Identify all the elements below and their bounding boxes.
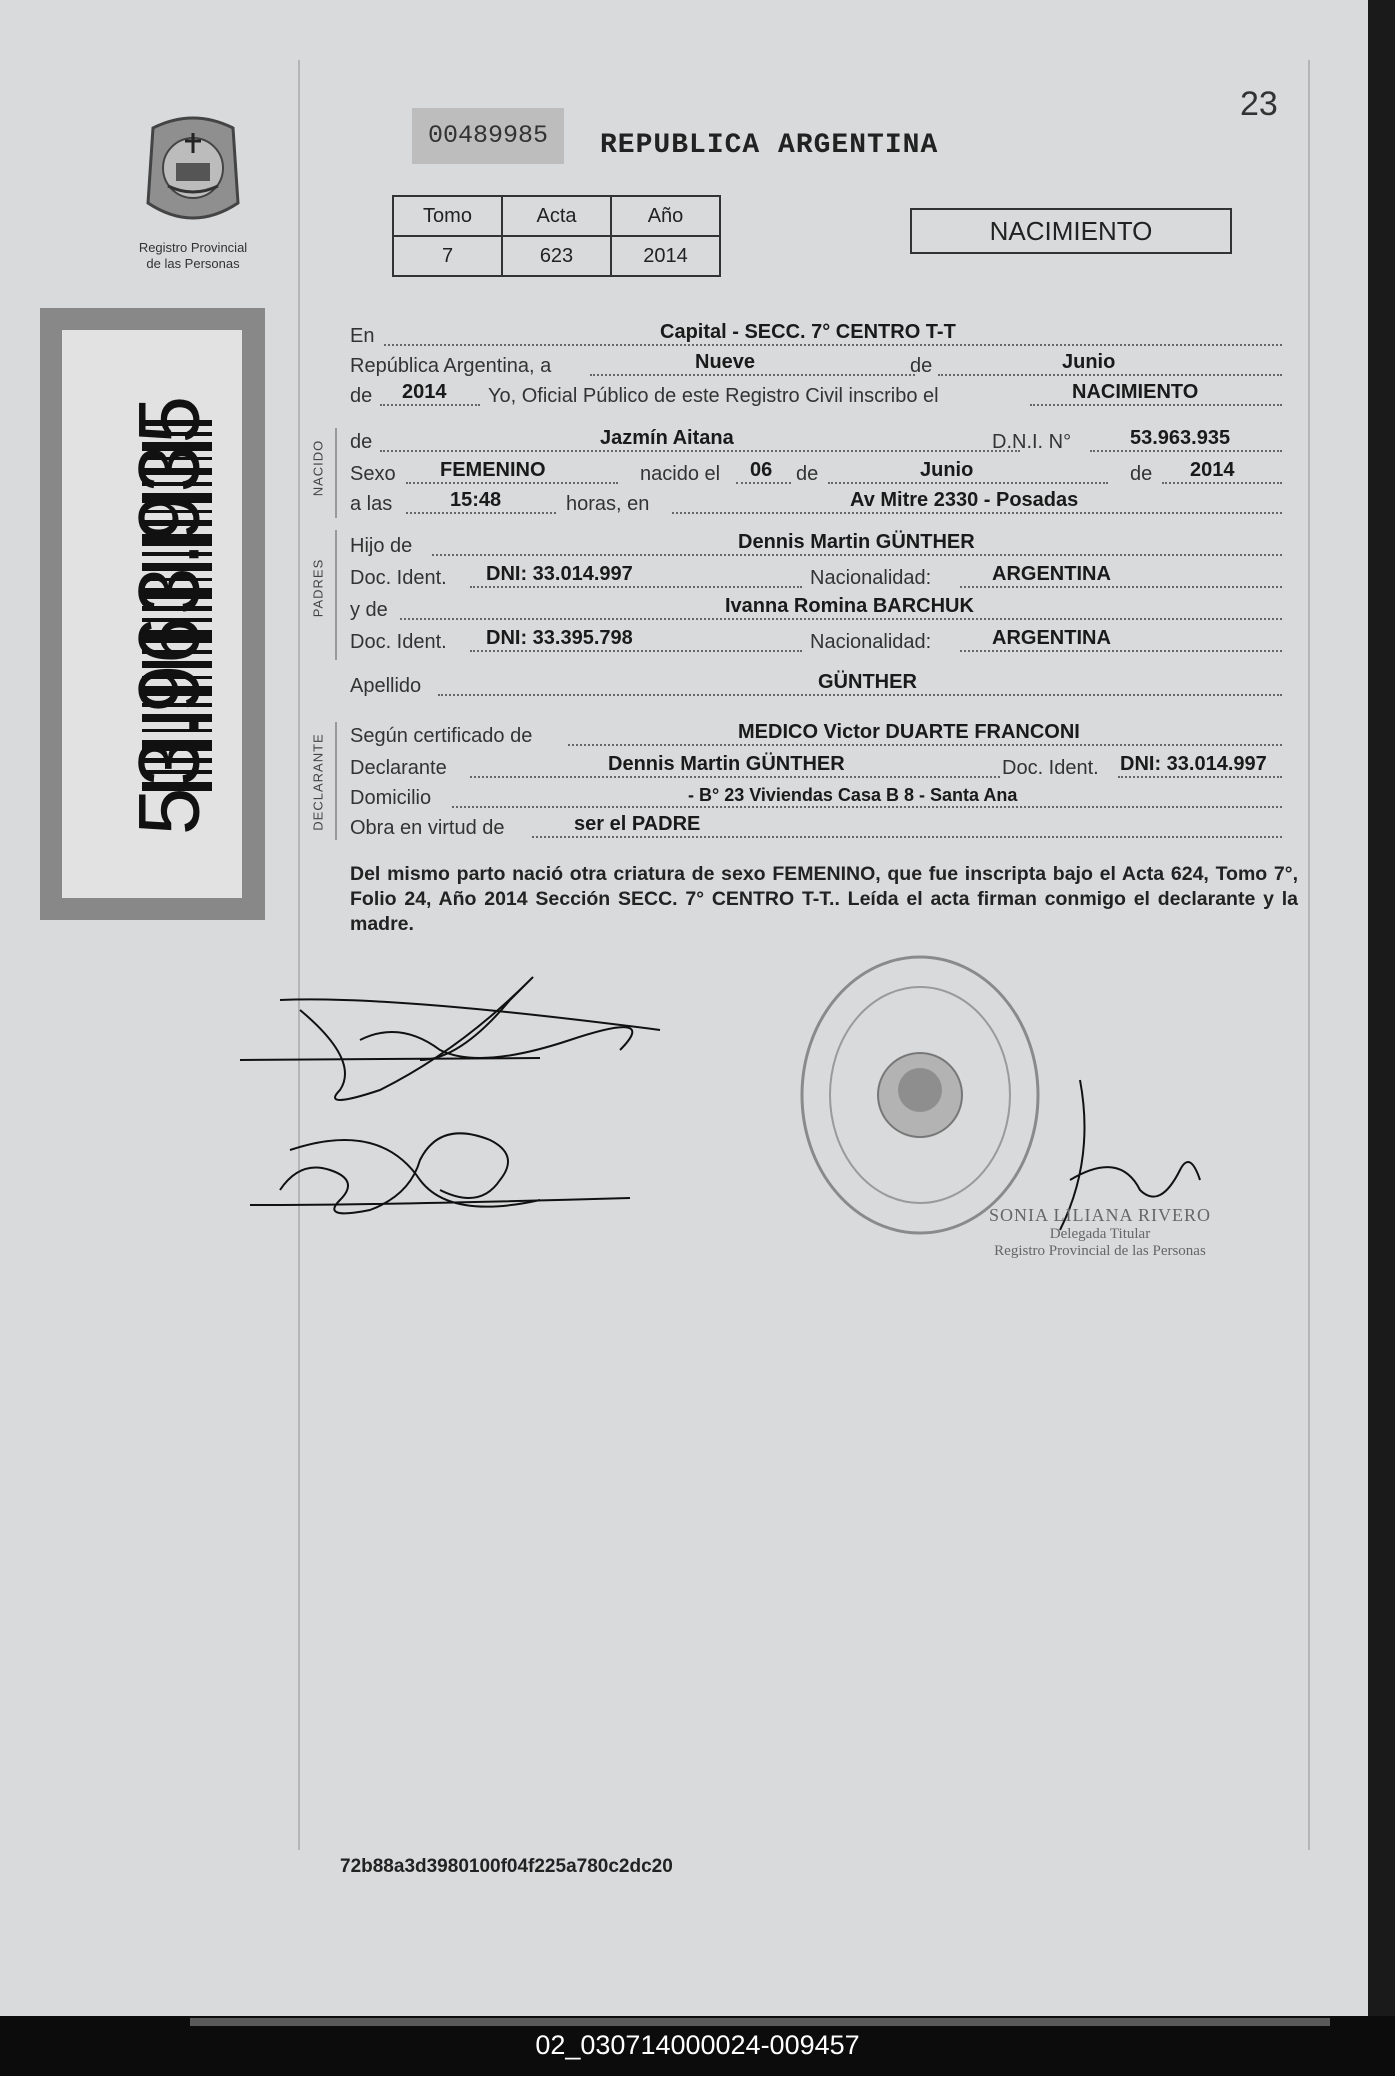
page-number: 23 — [1240, 85, 1278, 123]
father-name: Dennis Martin GÜNTHER — [738, 531, 975, 553]
registration-year: 2014 — [402, 381, 447, 403]
row-child-time — [350, 490, 1285, 518]
father-nationality: ARGENTINA — [992, 563, 1111, 585]
label-doc-mother: Doc. Ident. — [350, 631, 447, 653]
label-alas: a las — [350, 493, 393, 515]
table-header-row — [393, 196, 720, 236]
label-nacionalidad-father: Nacionalidad: — [810, 567, 932, 589]
child-name: Jazmín Aitana — [600, 427, 734, 449]
label-de-birth: de — [796, 463, 819, 485]
record-reference-table — [392, 195, 721, 277]
officer-office: Registro Provincial de las Personas — [994, 1243, 1206, 1259]
officer-name: SONIA LILIANA RIVERO — [989, 1205, 1211, 1225]
registration-month: Junio — [1062, 351, 1116, 373]
handwritten-signatures — [240, 940, 680, 1240]
label-domicilio: Domicilio — [350, 787, 432, 809]
country-title: REPUBLICA ARGENTINA — [600, 130, 939, 161]
child-dni: 53.963.935 — [1130, 427, 1231, 449]
row-mother — [350, 596, 1285, 624]
row-father — [350, 532, 1285, 560]
declarant-doc: DNI: 33.014.997 — [1120, 753, 1267, 775]
label-republic: República Argentina, a — [350, 355, 552, 377]
label-nacido: nacido el — [640, 463, 721, 485]
child-sex: FEMENINO — [440, 459, 546, 481]
event-type: NACIMIENTO — [1072, 381, 1199, 403]
row-address — [350, 784, 1285, 812]
mother-name: Ivanna Romina BARCHUK — [725, 595, 974, 617]
right-margin-line — [1308, 60, 1310, 1850]
table-value-row — [393, 236, 720, 276]
label-certificado: Según certificado de — [350, 725, 533, 747]
registration-day: Nueve — [695, 351, 756, 373]
header-acta: Acta — [502, 196, 611, 236]
value-acta: 623 — [502, 236, 611, 276]
scanner-footer-strip — [190, 2018, 1330, 2026]
label-nacionalidad-mother: Nacionalidad: — [810, 631, 932, 653]
label-oficial: Yo, Oficial Público de este Registro Civil inscribo el — [488, 385, 939, 407]
label-de-month: de — [910, 355, 933, 377]
label-declarante: Declarante — [350, 757, 447, 779]
official-stamp — [795, 950, 1045, 1240]
label-de-birth-year: de — [1130, 463, 1153, 485]
label-en: En — [350, 325, 375, 347]
record-type-box: NACIMIENTO — [910, 208, 1232, 254]
header-anio: Año — [611, 196, 720, 236]
value-tomo: 7 — [393, 236, 502, 276]
barcode-number: 53.963.935 — [121, 394, 218, 836]
label-sexo: Sexo — [350, 463, 396, 485]
declarant-reason: ser el PADRE — [574, 813, 701, 835]
province-seal-logo — [138, 108, 248, 233]
control-number: 00489985 — [412, 108, 564, 164]
document-hash: 72b88a3d3980100f04f225a780c2dc20 — [340, 1856, 673, 1877]
row-reason — [350, 814, 1285, 842]
row-place — [350, 322, 1285, 350]
row-child-name — [350, 428, 1285, 456]
section-line-declarant — [335, 722, 337, 840]
section-label-parents: PADRES — [310, 558, 326, 618]
birth-place: Av Mitre 2330 - Posadas — [850, 489, 1079, 511]
label-hijo: Hijo de — [350, 535, 413, 557]
label-de-child: de — [350, 431, 373, 453]
surname-value: GÜNTHER — [818, 671, 917, 693]
row-declarant — [350, 754, 1285, 782]
scan-file-label: 02_030714000024-009457 — [535, 2030, 860, 2060]
label-apellido: Apellido — [350, 675, 422, 697]
label-horas: horas, en — [566, 493, 650, 515]
section-label-born: NACIDO — [310, 439, 326, 497]
label-obra: Obra en virtud de — [350, 817, 505, 839]
registry-place: Capital - SECC. 7° CENTRO T-T — [660, 321, 956, 343]
label-yde: y de — [350, 599, 388, 621]
row-date — [350, 352, 1285, 380]
child-birth-year: 2014 — [1190, 459, 1235, 481]
registry-caption: Registro Provincial de las Personas — [138, 240, 248, 271]
birth-time: 15:48 — [450, 489, 502, 511]
label-dni: D.N.I. N° — [992, 431, 1072, 453]
child-birth-day: 06 — [750, 459, 773, 481]
annotation-paragraph: Del mismo parto nació otra criatura de sexo FEMENINO, que fue inscripta bajo el Acta 624, Tomo 7°, Folio 24, Año 2014 Sección SECC. 7° CENTRO T-T.. Leída el acta firman conmigo el declarante y la madre. — [350, 863, 1298, 935]
declarant-address: - B° 23 Viviendas Casa B 8 - Santa Ana — [688, 785, 1018, 805]
declarant-name: Dennis Martin GÜNTHER — [608, 753, 845, 775]
row-year — [350, 382, 1285, 410]
header-tomo: Tomo — [393, 196, 502, 236]
child-birth-month: Junio — [920, 459, 974, 481]
row-father-doc — [350, 564, 1285, 592]
section-line-born — [335, 428, 337, 518]
row-child-birth — [350, 460, 1285, 488]
officer-block — [960, 1205, 1240, 1260]
row-certificate — [350, 722, 1285, 750]
row-mother-doc — [350, 628, 1285, 656]
mother-nationality: ARGENTINA — [992, 627, 1111, 649]
label-doc-declarant: Doc. Ident. — [1002, 757, 1099, 779]
row-surname — [350, 672, 1285, 700]
father-doc: DNI: 33.014.997 — [486, 563, 633, 585]
label-de-year: de — [350, 385, 373, 407]
officer-role: Delegada Titular — [1049, 1226, 1151, 1242]
value-anio: 2014 — [611, 236, 720, 276]
section-line-parents — [335, 530, 337, 660]
section-label-declarant: DECLARANTE — [310, 733, 326, 831]
label-doc-father: Doc. Ident. — [350, 567, 447, 589]
mother-doc: DNI: 33.395.798 — [486, 627, 633, 649]
certificate-issuer: MEDICO Victor DUARTE FRANCONI — [738, 721, 1080, 743]
